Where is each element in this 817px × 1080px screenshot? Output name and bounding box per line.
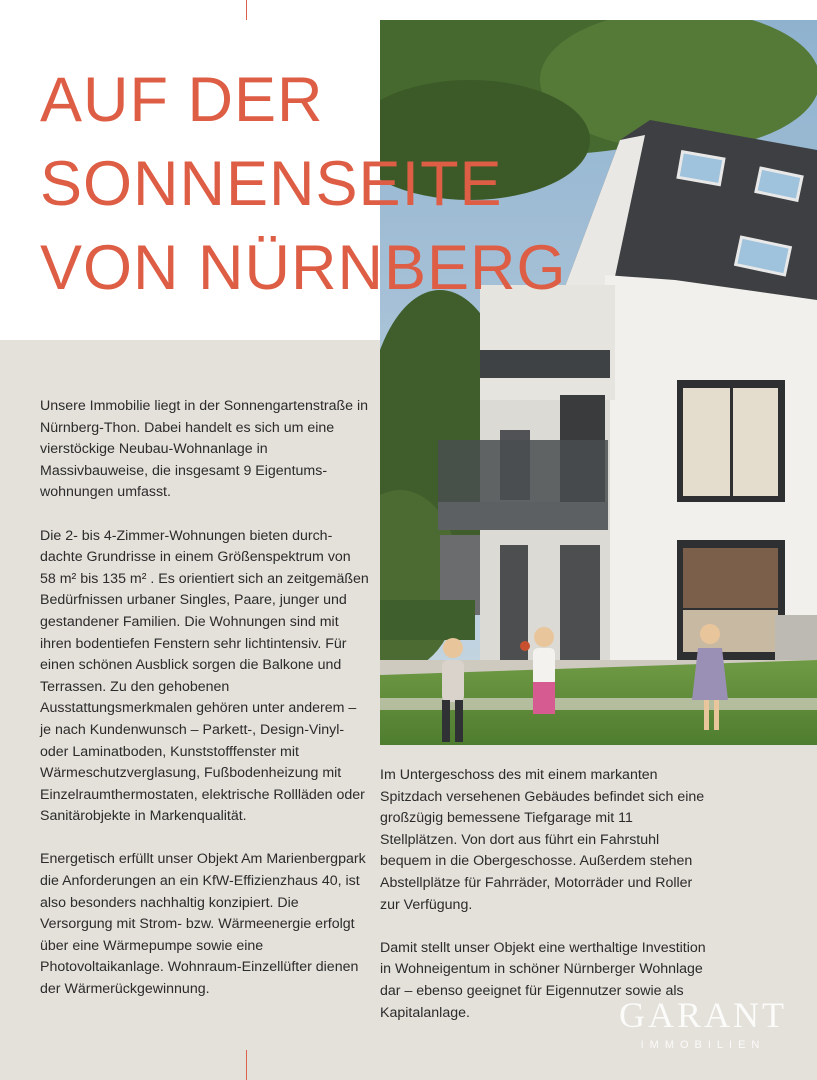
- logo-subtitle: IMMOBILIEN: [640, 1039, 766, 1051]
- bottom-accent-line: [246, 1050, 247, 1080]
- left-paragraph-3: Energetisch erfüllt unser Objekt Am Marienbergpark die Anforderungen an ein KfW-Effizienzhaus 40, ist also besonders nachhaltig konzipiert. Die Versorgung mit Strom- bzw. Wärmeenergie erfolgt über eine Wärmepumpe sowie eine Photovoltaikanlage. Wohnraum-Einzellüfter dienen der Wärmerückgewinnung.: [40, 851, 366, 998]
- garant-logo: [608, 995, 798, 1051]
- right-paragraph-2: Damit stellt unser Objekt eine werthaltige Investition in Wohneigentum in schöner Nürnberger Wohnlage dar – ebenso geeignet für Eigennutzer sowie als Kapitalanlage.: [380, 939, 706, 1021]
- logo-brand: GARANT: [619, 995, 787, 1035]
- headline-line-2: SONNENSEITE: [40, 149, 503, 219]
- left-paragraph-1: Unsere Immobilie liegt in der Sonnengartenstraße in Nürnberg-Thon. Dabei handelt es sich um eine vierstöckige Neubau-Wohnanlage in Massivbauweise, die insgesamt 9 Eigentumswohnungen umfasst.: [40, 398, 369, 501]
- left-text-column: [40, 396, 370, 1022]
- left-paragraph-2: Die 2- bis 4-Zimmer-Wohnungen bieten durchdachte Grundrisse in einem Größenspektrum von 58 m² bis 135 m² . Es orientiert sich an zeitgemäßen Bedürfnissen urbaner Singles, Paare, junger und gestandener Familien. Die Wohnungen sind mit ihren bodentiefen Fenstern sehr lichtintensiv. Für einen schönen Ausblick sorgen die Balkone und Terrassen. Zu den gehobenen Ausstattungsmerkmalen gehören unter anderem – je nach Kundenwunsch – Parkett-, Design-Vinyl- oder Laminatboden, Kunststofffenster mit Wärmeschutzverglasung, Fußbodenheizung mit Einzelraumthermostaten, elektrische Rollläden oder Sanitärobjekte in Markenqualität.: [40, 527, 369, 825]
- headline-line-3: VON NÜRNBERG: [40, 233, 567, 303]
- headline-line-1: AUF DER: [40, 65, 324, 135]
- top-accent-line: [246, 0, 247, 20]
- headline: [40, 58, 680, 310]
- right-paragraph-1: Im Untergeschoss des mit einem markanten Spitzdach versehenen Gebäudes befindet sich eine großzügig bemessene Tiefgarage mit 11 Stellplätzen. Von dort aus führt ein Fahrstuhl bequem in die Obergeschosse. Außerdem stehen Abstellplätze für Fahrräder, Motorräder und Roller zur Verfügung.: [380, 767, 705, 913]
